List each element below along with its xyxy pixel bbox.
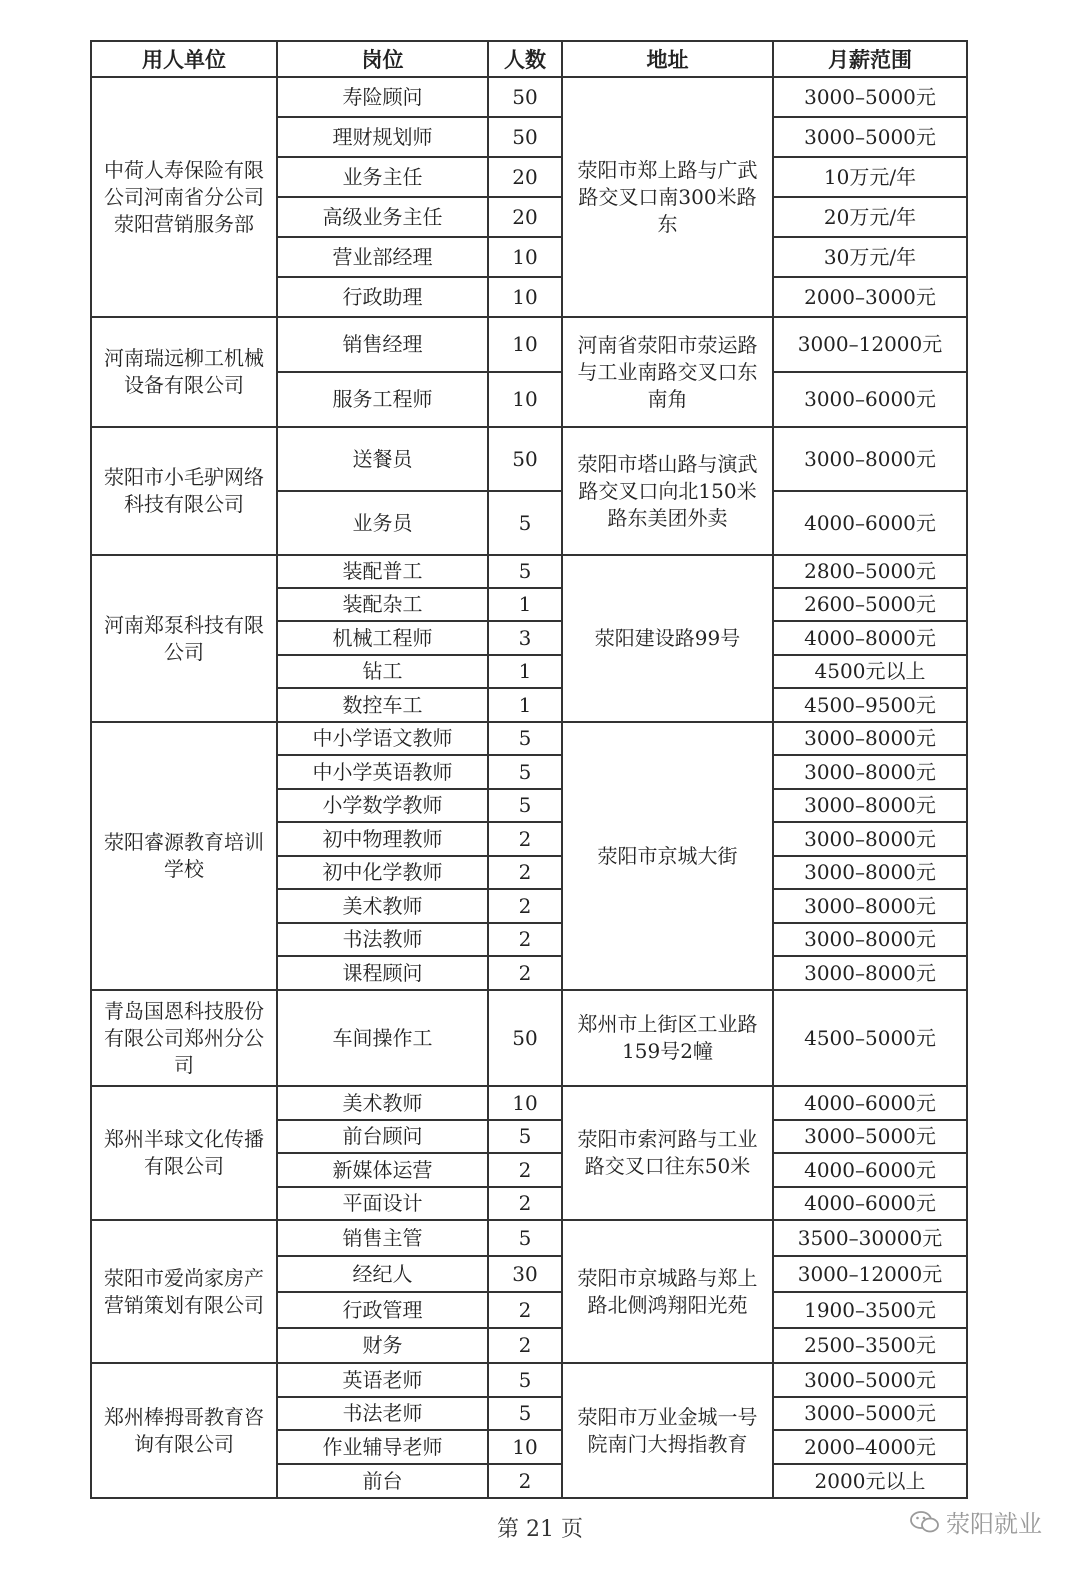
- count-cell: 5: [488, 1397, 562, 1430]
- company-cell: 荥阳市小毛驴网络科技有限公司: [91, 427, 277, 555]
- position-cell: 经纪人: [277, 1256, 488, 1292]
- count-cell: 2: [488, 956, 562, 990]
- salary-cell: 4000–6000元: [773, 1187, 967, 1220]
- position-cell: 课程顾问: [277, 956, 488, 990]
- salary-cell: 3000–8000元: [773, 923, 967, 956]
- count-cell: 2: [488, 1464, 562, 1498]
- salary-cell: 3000–8000元: [773, 427, 967, 491]
- count-cell: 2: [488, 1187, 562, 1220]
- position-cell: 初中物理教师: [277, 822, 488, 856]
- salary-cell: 3500–30000元: [773, 1220, 967, 1256]
- company-cell: 荥阳市爱尚家房产营销策划有限公司: [91, 1220, 277, 1363]
- position-cell: 财务: [277, 1328, 488, 1363]
- salary-cell: 4000–6000元: [773, 491, 967, 555]
- position-cell: 钻工: [277, 655, 488, 688]
- position-cell: 营业部经理: [277, 237, 488, 277]
- salary-cell: 3000–8000元: [773, 722, 967, 755]
- salary-cell: 2800–5000元: [773, 555, 967, 588]
- salary-cell: 4500元以上: [773, 655, 967, 688]
- salary-cell: 10万元/年: [773, 157, 967, 197]
- salary-cell: 30万元/年: [773, 237, 967, 277]
- salary-cell: 2000元以上: [773, 1464, 967, 1498]
- salary-cell: 4000–6000元: [773, 1086, 967, 1120]
- header-address: 地址: [562, 41, 773, 77]
- table-row: [91, 722, 967, 755]
- salary-cell: 3000–5000元: [773, 77, 967, 117]
- count-cell: 5: [488, 1120, 562, 1153]
- address-cell: 荥阳市塔山路与演武路交叉口向北150米路东美团外卖: [562, 427, 773, 555]
- count-cell: 5: [488, 722, 562, 755]
- salary-cell: 3000–5000元: [773, 117, 967, 157]
- company-cell: 郑州棒拇哥教育咨询有限公司: [91, 1363, 277, 1498]
- table-row: [91, 1220, 967, 1256]
- position-cell: 业务主任: [277, 157, 488, 197]
- position-cell: 装配杂工: [277, 588, 488, 621]
- watermark: [910, 1504, 1042, 1539]
- count-cell: 10: [488, 1430, 562, 1464]
- company-cell: 河南瑞远柳工机械设备有限公司: [91, 317, 277, 427]
- address-cell: 荥阳市万业金城一号院南门大拇指教育: [562, 1363, 773, 1498]
- count-cell: 5: [488, 1220, 562, 1256]
- position-cell: 美术教师: [277, 1086, 488, 1120]
- salary-cell: 2000–3000元: [773, 277, 967, 317]
- address-cell: 荥阳建设路99号: [562, 555, 773, 722]
- salary-cell: 3000–8000元: [773, 789, 967, 822]
- position-cell: 书法老师: [277, 1397, 488, 1430]
- position-cell: 中小学英语教师: [277, 755, 488, 789]
- table-row: [91, 317, 967, 372]
- salary-cell: 3000–8000元: [773, 956, 967, 990]
- salary-cell: 2600–5000元: [773, 588, 967, 621]
- count-cell: 10: [488, 317, 562, 372]
- salary-cell: 3000–8000元: [773, 856, 967, 889]
- count-cell: 30: [488, 1256, 562, 1292]
- count-cell: 5: [488, 755, 562, 789]
- salary-cell: 3000–12000元: [773, 317, 967, 372]
- count-cell: 5: [488, 1363, 562, 1397]
- position-cell: 初中化学教师: [277, 856, 488, 889]
- count-cell: 20: [488, 197, 562, 237]
- watermark-text: 荥阳就业: [946, 1510, 1042, 1538]
- position-cell: 新媒体运营: [277, 1153, 488, 1187]
- position-cell: 销售主管: [277, 1220, 488, 1256]
- count-cell: 2: [488, 1292, 562, 1328]
- count-cell: 3: [488, 621, 562, 655]
- wechat-icon: [910, 1510, 940, 1534]
- address-cell: 荥阳市京城大街: [562, 722, 773, 990]
- count-cell: 10: [488, 372, 562, 427]
- position-cell: 高级业务主任: [277, 197, 488, 237]
- count-cell: 2: [488, 856, 562, 889]
- count-cell: 2: [488, 889, 562, 923]
- salary-cell: 3000–5000元: [773, 1363, 967, 1397]
- company-cell: 中荷人寿保险有限公司河南省分公司荥阳营销服务部: [91, 77, 277, 317]
- count-cell: 1: [488, 655, 562, 688]
- count-cell: 50: [488, 77, 562, 117]
- salary-cell: 3000–6000元: [773, 372, 967, 427]
- company-cell: 青岛国恩科技股份有限公司郑州分公司: [91, 990, 277, 1086]
- header-salary: 月薪范围: [773, 41, 967, 77]
- count-cell: 2: [488, 923, 562, 956]
- company-cell: 河南郑泵科技有限公司: [91, 555, 277, 722]
- position-cell: 行政管理: [277, 1292, 488, 1328]
- position-cell: 送餐员: [277, 427, 488, 491]
- position-cell: 理财规划师: [277, 117, 488, 157]
- position-cell: 前台: [277, 1464, 488, 1498]
- table-row: [91, 990, 967, 1086]
- salary-cell: 3000–12000元: [773, 1256, 967, 1292]
- count-cell: 5: [488, 491, 562, 555]
- salary-cell: 1900–3500元: [773, 1292, 967, 1328]
- salary-cell: 3000–5000元: [773, 1397, 967, 1430]
- table-row: [91, 1086, 967, 1120]
- count-cell: 2: [488, 1328, 562, 1363]
- position-cell: 英语老师: [277, 1363, 488, 1397]
- count-cell: 10: [488, 1086, 562, 1120]
- header-count: 人数: [488, 41, 562, 77]
- table-header-row: [91, 41, 967, 77]
- count-cell: 50: [488, 117, 562, 157]
- salary-cell: 3000–5000元: [773, 1120, 967, 1153]
- count-cell: 2: [488, 822, 562, 856]
- position-cell: 小学数学教师: [277, 789, 488, 822]
- count-cell: 5: [488, 789, 562, 822]
- count-cell: 50: [488, 990, 562, 1086]
- position-cell: 书法教师: [277, 923, 488, 956]
- count-cell: 20: [488, 157, 562, 197]
- salary-cell: 4000–6000元: [773, 1153, 967, 1187]
- position-cell: 寿险顾问: [277, 77, 488, 117]
- salary-cell: 3000–8000元: [773, 822, 967, 856]
- salary-cell: 3000–8000元: [773, 889, 967, 923]
- address-cell: 荥阳市京城路与郑上路北侧鸿翔阳光苑: [562, 1220, 773, 1363]
- address-cell: 郑州市上街区工业路159号2幢: [562, 990, 773, 1086]
- position-cell: 前台顾问: [277, 1120, 488, 1153]
- table-row: [91, 427, 967, 491]
- position-cell: 车间操作工: [277, 990, 488, 1086]
- position-cell: 机械工程师: [277, 621, 488, 655]
- salary-cell: 2000–4000元: [773, 1430, 967, 1464]
- table-row: [91, 77, 967, 117]
- page-number: 第 21 页: [497, 1517, 583, 1542]
- salary-cell: 4500–9500元: [773, 688, 967, 722]
- company-cell: 荥阳睿源教育培训学校: [91, 722, 277, 990]
- position-cell: 中小学语文教师: [277, 722, 488, 755]
- position-cell: 服务工程师: [277, 372, 488, 427]
- position-cell: 作业辅导老师: [277, 1430, 488, 1464]
- company-cell: 郑州半球文化传播有限公司: [91, 1086, 277, 1220]
- salary-cell: 3000–8000元: [773, 755, 967, 789]
- position-cell: 数控车工: [277, 688, 488, 722]
- count-cell: 1: [488, 688, 562, 722]
- table-row: [91, 1363, 967, 1397]
- address-cell: 荥阳市索河路与工业路交叉口往东50米: [562, 1086, 773, 1220]
- table-row: [91, 555, 967, 588]
- position-cell: 平面设计: [277, 1187, 488, 1220]
- position-cell: 美术教师: [277, 889, 488, 923]
- position-cell: 销售经理: [277, 317, 488, 372]
- salary-cell: 4000–8000元: [773, 621, 967, 655]
- count-cell: 1: [488, 588, 562, 621]
- table-body: [91, 77, 967, 1498]
- position-cell: 行政助理: [277, 277, 488, 317]
- header-position: 岗位: [277, 41, 488, 77]
- jobs-table: [90, 40, 968, 1499]
- address-cell: 荥阳市郑上路与广武路交叉口南300米路东: [562, 77, 773, 317]
- position-cell: 装配普工: [277, 555, 488, 588]
- count-cell: 50: [488, 427, 562, 491]
- count-cell: 10: [488, 237, 562, 277]
- count-cell: 10: [488, 277, 562, 317]
- address-cell: 河南省荥阳市荥运路与工业南路交叉口东南角: [562, 317, 773, 427]
- header-company: 用人单位: [91, 41, 277, 77]
- position-cell: 业务员: [277, 491, 488, 555]
- salary-cell: 4500–5000元: [773, 990, 967, 1086]
- count-cell: 2: [488, 1153, 562, 1187]
- salary-cell: 2500–3500元: [773, 1328, 967, 1363]
- salary-cell: 20万元/年: [773, 197, 967, 237]
- count-cell: 5: [488, 555, 562, 588]
